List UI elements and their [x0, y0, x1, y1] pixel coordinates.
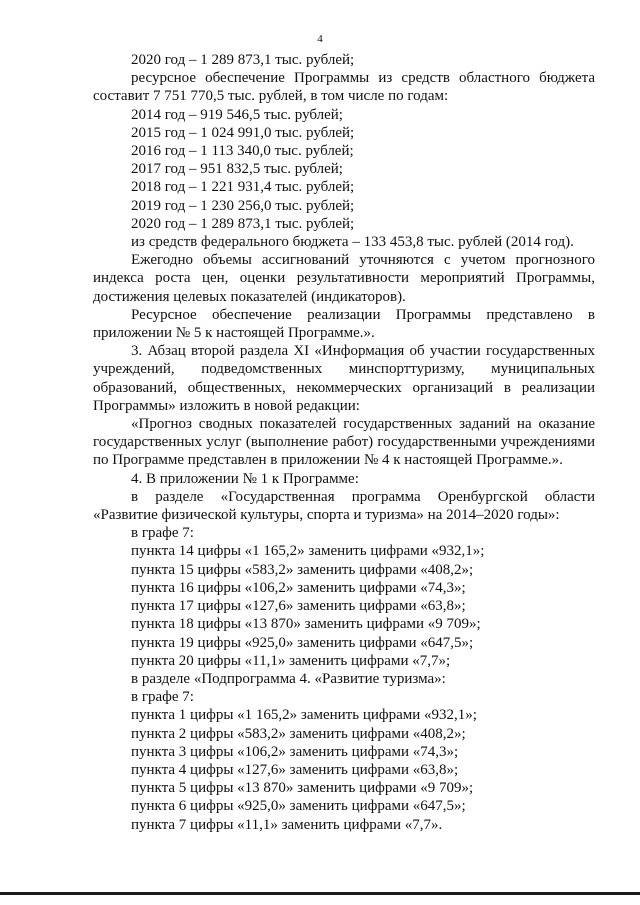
document-paragraph: пункта 6 цифры «925,0» заменить цифрами «647,5»;	[131, 798, 466, 815]
document-paragraph: в разделе «Государственная программа Оренбургской области «Развитие физической культуры, спорта и туризма» на 2014–2020 годы»:	[93, 488, 595, 524]
document-paragraph: пункта 4 цифры «127,6» заменить цифрами «63,8»;	[131, 761, 459, 778]
document-paragraph: пункта 7 цифры «11,1» заменить цифрами «7,7».	[131, 816, 443, 833]
document-paragraph: в графе 7:	[131, 525, 194, 542]
document-paragraph: пункта 16 цифры «106,2» заменить цифрами «74,3»;	[131, 579, 466, 596]
document-paragraph: пункта 20 цифры «11,1» заменить цифрами «7,7»;	[131, 652, 451, 669]
document-paragraph: пункта 17 цифры «127,6» заменить цифрами «63,8»;	[131, 598, 466, 615]
document-paragraph: Ресурсное обеспечение реализации Программы представлено в приложении № 5 к настоящей Программе.».	[93, 306, 595, 342]
document-paragraph: «Прогноз сводных показателей государственных заданий на оказание государственных услуг (выполнение работ) государственными учреждениями по Программе представлен в приложении № 4 к настоящей Программе.».	[93, 416, 595, 469]
document-paragraph: Ежегодно объемы ассигнований уточняются с учетом прогнозного индекса роста цен, оценки результативности мероприятий Программы, достижения целевых показателей (индикаторов).	[93, 252, 595, 305]
document-paragraph: 2020 год – 1 289 873,1 тыс. рублей;	[131, 52, 355, 68]
page-bottom-divider	[0, 892, 640, 895]
document-paragraph: из средств федерального бюджета – 133 453,8 тыс. рублей (2014 год).	[131, 234, 574, 251]
page-number: 4	[317, 33, 323, 45]
document-paragraph: пункта 2 цифры «583,2» заменить цифрами «408,2»;	[131, 725, 466, 742]
document-body	[93, 51, 595, 834]
document-paragraph: пункта 18 цифры «13 870» заменить цифрами «9 709»;	[131, 616, 481, 633]
document-paragraph: пункта 19 цифры «925,0» заменить цифрами «647,5»;	[131, 634, 474, 651]
document-paragraph: в разделе «Подпрограмма 4. «Развитие туризма»:	[131, 670, 446, 687]
document-paragraph: пункта 15 цифры «583,2» заменить цифрами «408,2»;	[131, 561, 474, 578]
document-paragraph: пункта 14 цифры «1 165,2» заменить цифрами «932,1»;	[131, 543, 485, 560]
document-paragraph: пункта 1 цифры «1 165,2» заменить цифрами «932,1»;	[131, 707, 477, 724]
document-paragraph: 2017 год – 951 832,5 тыс. рублей;	[131, 161, 343, 178]
document-paragraph: 2018 год – 1 221 931,4 тыс. рублей;	[131, 179, 355, 196]
document-paragraph: 2014 год – 919 546,5 тыс. рублей;	[131, 106, 343, 123]
document-paragraph: 3. Абзац второй раздела XI «Информация об участии государственных учреждений, подведомственных минспорттуризму, муниципальных образований, общественных, некоммерческих организаций в реализации Программы» изложить в новой редакции:	[93, 343, 595, 414]
document-paragraph: ресурсное обеспечение Программы из средств областного бюджета составит 7 751 770,5 тыс. рублей, в том числе по годам:	[93, 70, 595, 105]
document-paragraph: пункта 5 цифры «13 870» заменить цифрами «9 709»;	[131, 780, 474, 797]
document-paragraph: 2015 год – 1 024 991,0 тыс. рублей;	[131, 124, 355, 141]
document-paragraph: 2016 год – 1 113 340,0 тыс. рублей;	[131, 143, 354, 160]
document-paragraph: 2019 год – 1 230 256,0 тыс. рублей;	[131, 197, 355, 214]
document-paragraph: 4. В приложении № 1 к Программе:	[131, 470, 359, 487]
document-paragraph: 2020 год – 1 289 873,1 тыс. рублей;	[131, 215, 355, 232]
document-paragraph: пункта 3 цифры «106,2» заменить цифрами «74,3»;	[131, 743, 459, 760]
document-paragraph: в графе 7:	[131, 689, 194, 706]
